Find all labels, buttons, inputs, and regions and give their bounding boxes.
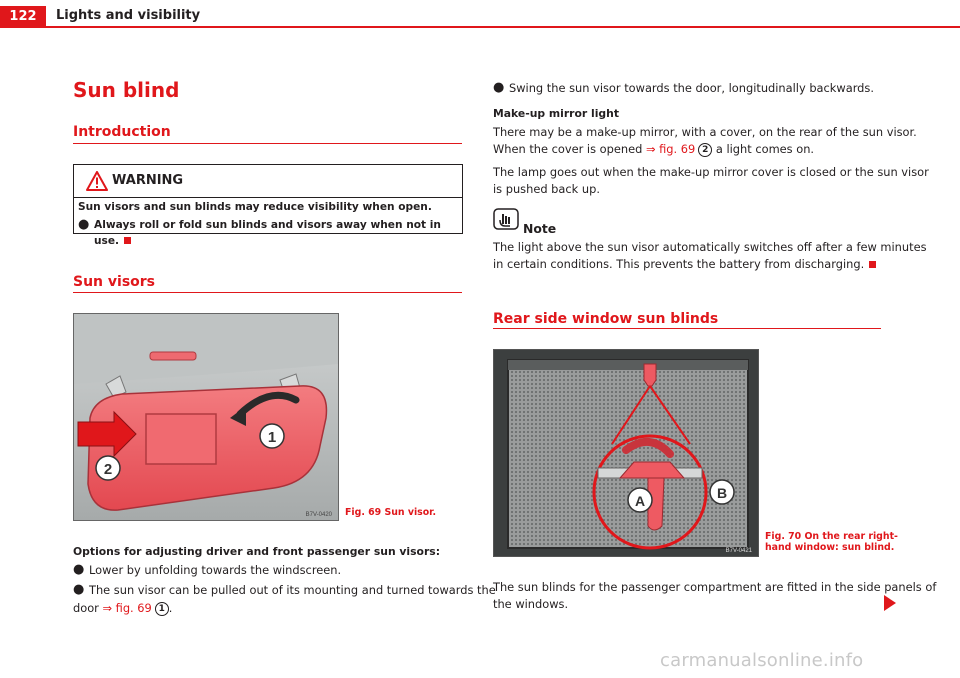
bullet-swing-text: Swing the sun visor towards the door, longitudinally backwards. (509, 81, 874, 95)
figure-70-caption-line-1: Fig. 70 On the rear right- (765, 531, 898, 542)
note-icon (493, 208, 519, 230)
fig-69-link[interactable]: ⇒ fig. 69 (645, 142, 696, 156)
mirror-line-2-text: When the cover is opened (493, 142, 646, 156)
bullet-dot: ● (73, 582, 85, 597)
mirror-line-2-end: a light comes on. (712, 142, 815, 156)
mirror-line-2 (493, 141, 814, 157)
bullet-pull-out-text: The sun visor can be pulled out of its mounting and turned towards the (89, 583, 496, 597)
bullet-dot: ● (73, 562, 85, 577)
callout-1-badge: 1 (155, 602, 169, 616)
bullet-swing (493, 80, 874, 96)
callout-2-badge: 2 (698, 143, 712, 157)
sun-blind-figure (493, 349, 759, 557)
options-heading: Options for adjusting driver and front passenger sun visors: (73, 545, 441, 558)
mirror-heading: Make-up mirror light (493, 107, 619, 120)
note-line-1: The light above the sun visor automatically switches off after a few minutes (493, 240, 927, 254)
rear-blinds-rule (493, 328, 881, 329)
figure-70-caption (765, 531, 898, 553)
warning-triangle-icon (86, 171, 108, 191)
bullet-lower (73, 562, 341, 578)
bullet-dot: ● (493, 80, 505, 95)
mirror-line-1: There may be a make-up mirror, with a cover, on the rear of the sun visor. (493, 125, 917, 139)
sun-visors-heading: Sun visors (73, 274, 156, 290)
section-title: Sun blind (73, 78, 180, 102)
fig-69-link[interactable]: ⇒ fig. 69 (102, 601, 152, 615)
sun-blind-illustration (494, 350, 758, 556)
bullet-pull-out-cont (73, 600, 172, 616)
sun-visors-rule (73, 292, 462, 293)
note-line-2 (493, 256, 876, 272)
figure-callout-a: A (634, 493, 646, 509)
figure-callout-2: 2 (103, 461, 113, 478)
sun-visor-illustration (74, 314, 338, 520)
intro-heading: Introduction (73, 124, 171, 140)
bullet-pull-out (73, 582, 496, 598)
sun-visor-figure (73, 313, 339, 521)
header-rule (46, 26, 960, 28)
warning-bullet (78, 217, 462, 249)
warning-header (74, 165, 462, 198)
bullet-dot: ● (78, 217, 90, 232)
blinds-para-line-1: The sun blinds for the passenger compartment are fitted in the side panels of (493, 580, 937, 594)
bullet-lower-text: Lower by unfolding towards the windscreen. (89, 563, 342, 577)
next-page-arrow-icon[interactable] (884, 595, 896, 611)
figure-code: B7V-0420 (305, 512, 332, 518)
warning-title: WARNING (112, 173, 184, 188)
bullet-pull-out-end: . (168, 601, 173, 615)
figure-code: B7V-0421 (725, 548, 752, 554)
end-marker (124, 237, 131, 244)
end-marker (869, 261, 876, 268)
intro-rule (73, 143, 462, 144)
page-number: 122 (0, 6, 46, 28)
figure-70-caption-line-2: hand window: sun blind. (765, 542, 895, 553)
watermark: carmanualsonline.info (660, 650, 864, 671)
rear-blinds-heading: Rear side window sun blinds (493, 311, 719, 327)
note-line-2-text: in certain conditions. This prevents the battery from discharging. (493, 257, 865, 271)
figure-69-caption: Fig. 69 Sun visor. (345, 507, 437, 518)
lamp-line-2: is pushed back up. (493, 182, 600, 196)
warning-box (73, 164, 463, 247)
warning-bullet-text: Always roll or fold sun blinds and visors away when not in use. (94, 219, 441, 247)
bullet-pull-out-cont-text: door (73, 601, 103, 615)
figure-callout-1: 1 (267, 429, 277, 446)
figure-callout-b: B (716, 485, 728, 501)
note-title: Note (523, 221, 557, 236)
chapter-title: Lights and visibility (56, 8, 201, 23)
lamp-line-1: The lamp goes out when the make-up mirror cover is closed or the sun visor (493, 165, 929, 179)
blinds-para-line-2: the windows. (493, 597, 569, 611)
warning-text: Sun visors and sun blinds may reduce visibility when open. (78, 201, 432, 213)
